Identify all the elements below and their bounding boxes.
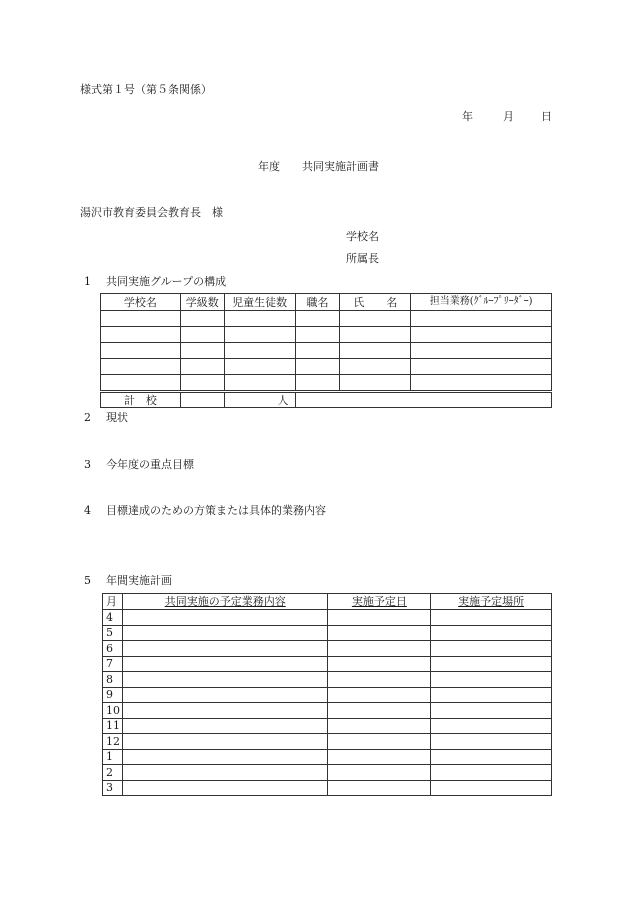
school-name-label: 学校名 [346, 230, 379, 243]
table-cell[interactable] [101, 311, 181, 327]
table-row [103, 656, 552, 672]
planned-place-cell[interactable] [431, 780, 552, 796]
table-cell[interactable] [101, 359, 181, 375]
column-header [431, 594, 552, 610]
planned-place-cell[interactable] [431, 734, 552, 750]
date-month-label: 月 [503, 110, 514, 123]
table-row [103, 687, 552, 703]
column-header: 月 [103, 594, 123, 610]
planned-activity-cell[interactable] [122, 625, 328, 641]
table-cell[interactable] [340, 343, 411, 359]
total-classes-cell[interactable] [180, 392, 224, 408]
table-row [103, 734, 552, 750]
section-4-number: 4 [84, 504, 91, 517]
table-row [103, 780, 552, 796]
planned-date-cell[interactable] [328, 610, 431, 626]
column-header-text: 実施予定場所 [458, 595, 525, 608]
table-cell[interactable] [340, 311, 411, 327]
column-header: 学級数 [180, 294, 224, 311]
planned-date-cell[interactable] [328, 656, 431, 672]
table-cell[interactable] [411, 375, 552, 392]
column-header [122, 594, 328, 610]
section-4-title: 目標達成のための方策または具体的業務内容 [106, 504, 326, 517]
section-1-title: 共同実施グループの構成 [106, 275, 227, 288]
section-5-title: 年間実施計画 [106, 574, 172, 587]
planned-date-cell[interactable] [328, 625, 431, 641]
planned-place-cell[interactable] [431, 610, 552, 626]
table-row [103, 625, 552, 641]
planned-activity-cell[interactable] [122, 718, 328, 734]
month-cell: 9 [103, 687, 123, 703]
section-5-number: 5 [84, 574, 91, 587]
table-cell[interactable] [411, 327, 552, 343]
planned-date-cell[interactable] [328, 687, 431, 703]
planned-date-cell[interactable] [328, 718, 431, 734]
table-cell[interactable] [224, 343, 295, 359]
table-cell[interactable] [295, 359, 340, 375]
table-cell[interactable] [180, 359, 224, 375]
month-cell: 4 [103, 610, 123, 626]
table-cell[interactable] [180, 343, 224, 359]
table-cell[interactable] [101, 375, 181, 392]
month-cell: 8 [103, 672, 123, 688]
total-row [101, 392, 552, 408]
table-row [101, 327, 552, 343]
total-blank-cell [295, 392, 551, 408]
column-header-text: 実施予定日 [351, 595, 407, 608]
month-cell: 11 [103, 718, 123, 734]
month-cell: 12 [103, 734, 123, 750]
table-row [103, 718, 552, 734]
planned-place-cell[interactable] [431, 625, 552, 641]
total-students-unit: 人 [224, 392, 295, 408]
month-cell: 7 [103, 656, 123, 672]
planned-date-cell[interactable] [328, 749, 431, 765]
planned-activity-cell[interactable] [122, 641, 328, 657]
table-row [103, 641, 552, 657]
table-row [101, 343, 552, 359]
addressee: 湯沢市教育委員会教育長 様 [80, 206, 223, 219]
table-cell[interactable] [295, 343, 340, 359]
month-cell: 2 [103, 765, 123, 781]
table-row [101, 311, 552, 327]
table-row [101, 359, 552, 375]
month-cell: 1 [103, 749, 123, 765]
table-row [101, 375, 552, 392]
table-cell[interactable] [295, 311, 340, 327]
column-header: 児童生徒数 [224, 294, 295, 311]
table-cell[interactable] [411, 343, 552, 359]
table-cell[interactable] [101, 327, 181, 343]
column-header: 学校名 [101, 294, 181, 311]
planned-place-cell[interactable] [431, 687, 552, 703]
document-title: 年度 共同実施計画書 [258, 160, 379, 173]
column-header [328, 594, 431, 610]
table-cell[interactable] [340, 327, 411, 343]
table-cell[interactable] [180, 327, 224, 343]
table-header-row [101, 294, 552, 311]
planned-activity-cell[interactable] [122, 749, 328, 765]
planned-activity-cell[interactable] [122, 672, 328, 688]
planned-date-cell[interactable] [328, 780, 431, 796]
table-row [103, 703, 552, 719]
table-cell[interactable] [101, 343, 181, 359]
table-cell[interactable] [295, 327, 340, 343]
table-cell[interactable] [340, 375, 411, 392]
section-2-title: 現状 [106, 411, 128, 424]
group-composition-table [100, 293, 552, 408]
planned-activity-cell[interactable] [122, 610, 328, 626]
table-row [103, 610, 552, 626]
planned-place-cell[interactable] [431, 703, 552, 719]
table-header-row [103, 594, 552, 610]
planned-place-cell[interactable] [431, 656, 552, 672]
planned-place-cell[interactable] [431, 749, 552, 765]
table-cell[interactable] [411, 359, 552, 375]
planned-date-cell[interactable] [328, 734, 431, 750]
section-1-number: 1 [84, 275, 91, 288]
planned-place-cell[interactable] [431, 718, 552, 734]
planned-date-cell[interactable] [328, 765, 431, 781]
month-cell: 10 [103, 703, 123, 719]
planned-activity-cell[interactable] [122, 687, 328, 703]
planned-activity-cell[interactable] [122, 734, 328, 750]
total-schools-label: 計 校 [101, 392, 181, 408]
date-day-label: 日 [541, 110, 552, 123]
table-row [103, 672, 552, 688]
table-cell[interactable] [180, 375, 224, 392]
column-header: 職名 [295, 294, 340, 311]
planned-date-cell[interactable] [328, 672, 431, 688]
column-header-text: 共同実施の予定業務内容 [164, 595, 286, 608]
table-cell[interactable] [224, 375, 295, 392]
table-cell[interactable] [180, 311, 224, 327]
annual-plan-table [102, 593, 552, 796]
planned-place-cell[interactable] [431, 641, 552, 657]
planned-activity-cell[interactable] [122, 780, 328, 796]
planned-activity-cell[interactable] [122, 765, 328, 781]
planned-place-cell[interactable] [431, 765, 552, 781]
planned-activity-cell[interactable] [122, 656, 328, 672]
table-cell[interactable] [224, 311, 295, 327]
principal-label: 所属長 [346, 252, 379, 265]
date-year-label: 年 [462, 110, 473, 123]
planned-date-cell[interactable] [328, 641, 431, 657]
form-number: 様式第１号（第５条関係） [80, 83, 212, 96]
table-cell[interactable] [224, 327, 295, 343]
section-2-number: 2 [84, 411, 91, 424]
planned-date-cell[interactable] [328, 703, 431, 719]
table-row [103, 749, 552, 765]
month-cell: 3 [103, 780, 123, 796]
section-3-title: 今年度の重点目標 [106, 458, 194, 471]
month-cell: 6 [103, 641, 123, 657]
month-cell: 5 [103, 625, 123, 641]
section-3-number: 3 [84, 458, 91, 471]
table-cell[interactable] [224, 359, 295, 375]
column-header: 担当業務(ｸﾞﾙｰﾌﾟﾘｰﾀﾞｰ) [411, 294, 552, 311]
planned-activity-cell[interactable] [122, 703, 328, 719]
table-cell[interactable] [411, 311, 552, 327]
table-cell[interactable] [340, 359, 411, 375]
planned-place-cell[interactable] [431, 672, 552, 688]
table-row [103, 765, 552, 781]
table-cell[interactable] [295, 375, 340, 392]
column-header: 氏 名 [340, 294, 411, 311]
